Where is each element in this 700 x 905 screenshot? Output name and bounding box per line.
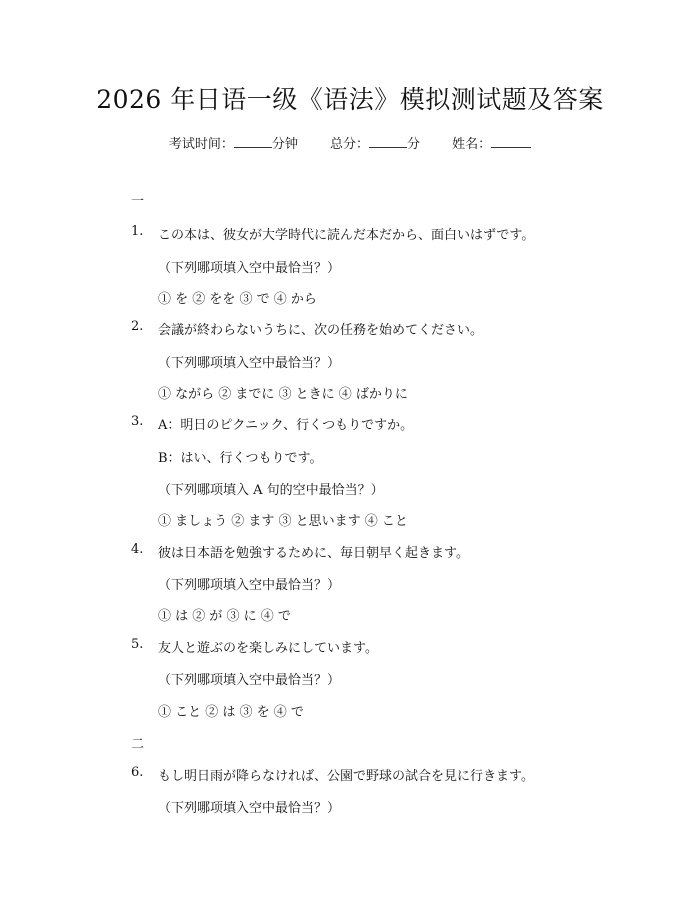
page-title: 2026 年日语一级《语法》模拟测试题及答案	[96, 85, 604, 114]
question-text: A：明日のピクニック、行くつもりですか。	[158, 418, 414, 433]
total-score-label: 总分：	[329, 137, 369, 152]
question-number: 1.	[131, 224, 144, 239]
question-instruction: （下列哪项填入空中最恰当？）	[158, 261, 341, 276]
question-text: この本は、彼女が大学時代に読んだ本だから、面白いはずです。	[158, 228, 535, 243]
total-score-field	[330, 133, 420, 152]
question-options: ① は ② が ③ に ④ で	[158, 609, 291, 624]
question-text: 会議が終わらないうちに、次の任務を始めてください。	[158, 323, 484, 338]
question-options: ① こと ② は ③ を ④ で	[158, 705, 304, 720]
exam-meta	[0, 133, 700, 152]
question-number: 2.	[131, 319, 144, 334]
student-name-field	[452, 133, 531, 152]
question-text: 友人と遊ぶのを楽しみにしています。	[158, 641, 378, 656]
student-name-blank	[491, 135, 531, 148]
question-number: 4.	[131, 542, 144, 557]
question-number: 6.	[131, 765, 144, 780]
question-instruction: （下列哪项填入空中最恰当？）	[158, 356, 341, 371]
question-number: 3.	[131, 414, 144, 429]
question-options: ① ましょう ② ます ③ と思います ④ こと	[158, 514, 408, 529]
section-heading-1: 一	[131, 194, 145, 209]
question-text: もし明日雨が降らなければ、公園で野球の試合を見に行きます。	[158, 769, 534, 784]
question-text: 彼は日本語を勉強するために、毎日朝早く起きます。	[158, 546, 469, 561]
question-instruction: （下列哪项填入空中最恰当？）	[158, 801, 341, 816]
question-instruction: （下列哪项填入 A 句的空中最恰当？）	[158, 483, 384, 498]
total-score-unit: 分	[407, 137, 421, 152]
question-number: 5.	[131, 637, 144, 652]
exam-time-blank	[234, 135, 272, 148]
exam-time-field	[169, 133, 298, 152]
exam-time-label: 考试时间：	[168, 137, 234, 152]
question-instruction: （下列哪项填入空中最恰当？）	[158, 673, 341, 688]
exam-time-unit: 分钟	[271, 137, 298, 152]
question-instruction: （下列哪项填入空中最恰当？）	[158, 578, 341, 593]
student-name-label: 姓名：	[452, 137, 492, 152]
total-score-blank	[369, 135, 407, 148]
question-options: ① ながら ② までに ③ ときに ④ ばかりに	[158, 387, 408, 402]
question-options: ① を ② をを ③ で ④ から	[158, 292, 317, 307]
section-heading-2: 二	[131, 737, 145, 752]
question-text-b: B：はい、行くつもりです。	[158, 451, 323, 466]
